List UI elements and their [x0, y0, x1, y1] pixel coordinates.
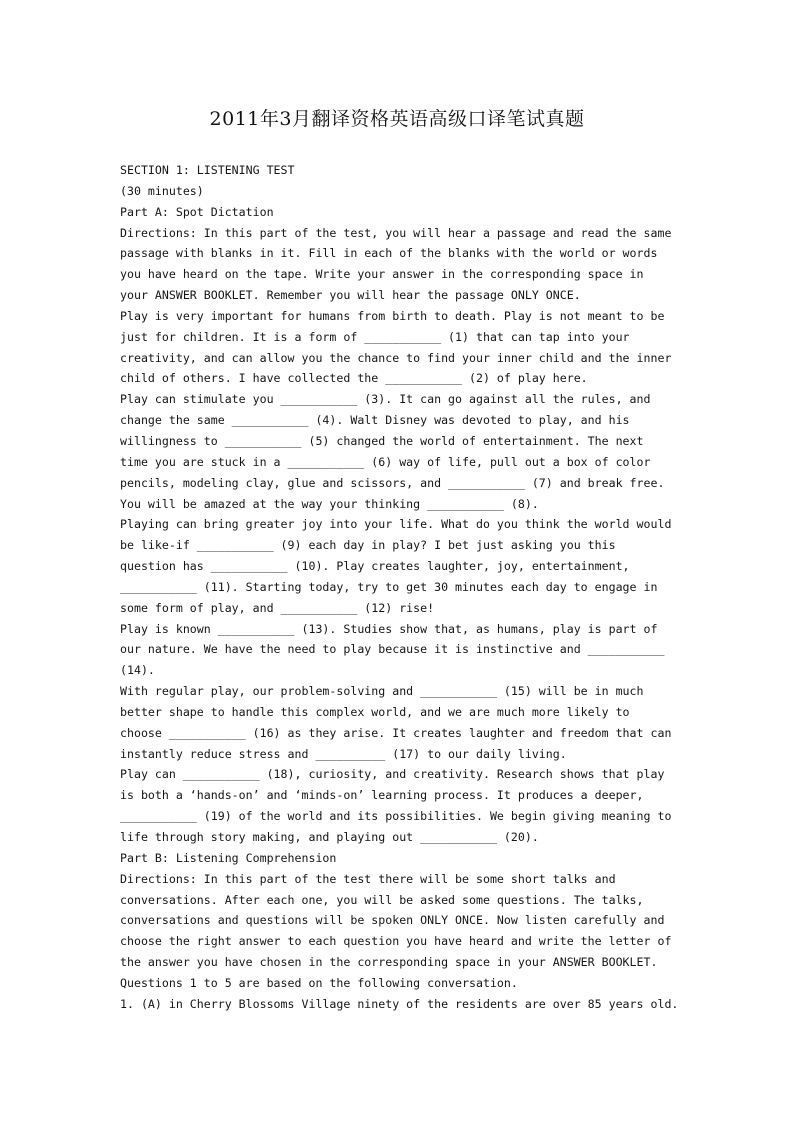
text-line: our nature. We have the need to play because it is instinctive and ___________ [120, 642, 665, 657]
text-line: Part A: Spot Dictation [120, 204, 274, 219]
text-line: 1. (A) in Cherry Blossoms Village ninety of the residents are over 85 years old. [120, 996, 679, 1011]
text-line: Play can stimulate you ___________ (3). It can go against all the rules, and [120, 392, 651, 407]
text-line: Directions: In this part of the test there will be some short talks and [120, 871, 616, 886]
text-line: life through story making, and playing out ___________ (20). [120, 830, 539, 844]
document-body [120, 160, 690, 1015]
text-line: instantly reduce stress and __________ (17) to our daily living. [120, 746, 567, 761]
text-line: question has ___________ (10). Play creates laughter, joy, entertainment, [120, 559, 630, 574]
text-line: Playing can bring greater joy into your life. What do you think the world would [120, 517, 672, 532]
text-line: SECTION 1: LISTENING TEST [120, 163, 295, 177]
document-title: 2011年3月翻译资格英语高级口译笔试真题 [209, 108, 585, 130]
text-line: You will be amazed at the way your thinking ___________ (8). [120, 496, 539, 511]
text-line: ___________ (19) of the world and its possibilities. We begin giving meaning to [120, 809, 672, 824]
text-line: time you are stuck in a ___________ (6) way of life, pull out a box of color [120, 454, 651, 469]
text-line: creativity, and can allow you the chance to find your inner child and the inner [120, 350, 672, 365]
text-line: the answer you have chosen in the corresponding space in your ANSWER BOOKLET. [120, 955, 658, 970]
text-line: change the same ___________ (4). Walt Disney was devoted to play, and his [120, 413, 630, 428]
text-line: (14). [120, 663, 155, 678]
text-line: be like-if ___________ (9) each day in play? I bet just asking you this [120, 538, 616, 553]
text-line: Play is known ___________ (13). Studies show that, as humans, play is part of [120, 621, 658, 636]
text-line: With regular play, our problem-solving and ___________ (15) will be in much [120, 684, 644, 699]
text-line: better shape to handle this complex world, and we are much more likely to [120, 704, 630, 719]
text-line: child of others. I have collected the ___________ (2) of play here. [120, 371, 588, 386]
text-line: conversations and questions will be spoken ONLY ONCE. Now listen carefully and [120, 913, 665, 928]
text-line: Play can ___________ (18), curiosity, and creativity. Research shows that play [120, 767, 665, 782]
text-line: Part B: Listening Comprehension [120, 850, 337, 865]
text-line: passage with blanks in it. Fill in each of the blanks with the world or words [120, 246, 658, 261]
text-line: willingness to ___________ (5) changed the world of entertainment. The next [120, 433, 644, 448]
text-line: choose the right answer to each question you have heard and write the letter of [120, 934, 672, 949]
text-line: choose ___________ (16) as they arise. It creates laughter and freedom that can [120, 725, 672, 740]
text-line: (30 minutes) [120, 183, 204, 198]
text-line: pencils, modeling clay, glue and scissors, and ___________ (7) and break free. [120, 475, 665, 490]
text-line: ___________ (11). Starting today, try to get 30 minutes each day to engage in [120, 579, 658, 594]
text-line: some form of play, and ___________ (12) rise! [120, 600, 435, 615]
text-line: you have heard on the tape. Write your answer in the corresponding space in [120, 267, 644, 282]
text-line: conversations. After each one, you will be asked some questions. The talks, [120, 892, 644, 907]
text-line: Directions: In this part of the test, you will hear a passage and read the same [120, 225, 672, 240]
text-line: Questions 1 to 5 are based on the following conversation. [120, 975, 518, 990]
text-line: is both a ‘hands-on’ and ‘minds-on’ learning process. It produces a deeper, [120, 788, 644, 803]
text-line: your ANSWER BOOKLET. Remember you will hear the passage ONLY ONCE. [120, 288, 581, 303]
text-line: Play is very important for humans from birth to death. Play is not meant to be [120, 308, 665, 323]
text-line: just for children. It is a form of ___________ (1) that can tap into your [120, 329, 630, 344]
